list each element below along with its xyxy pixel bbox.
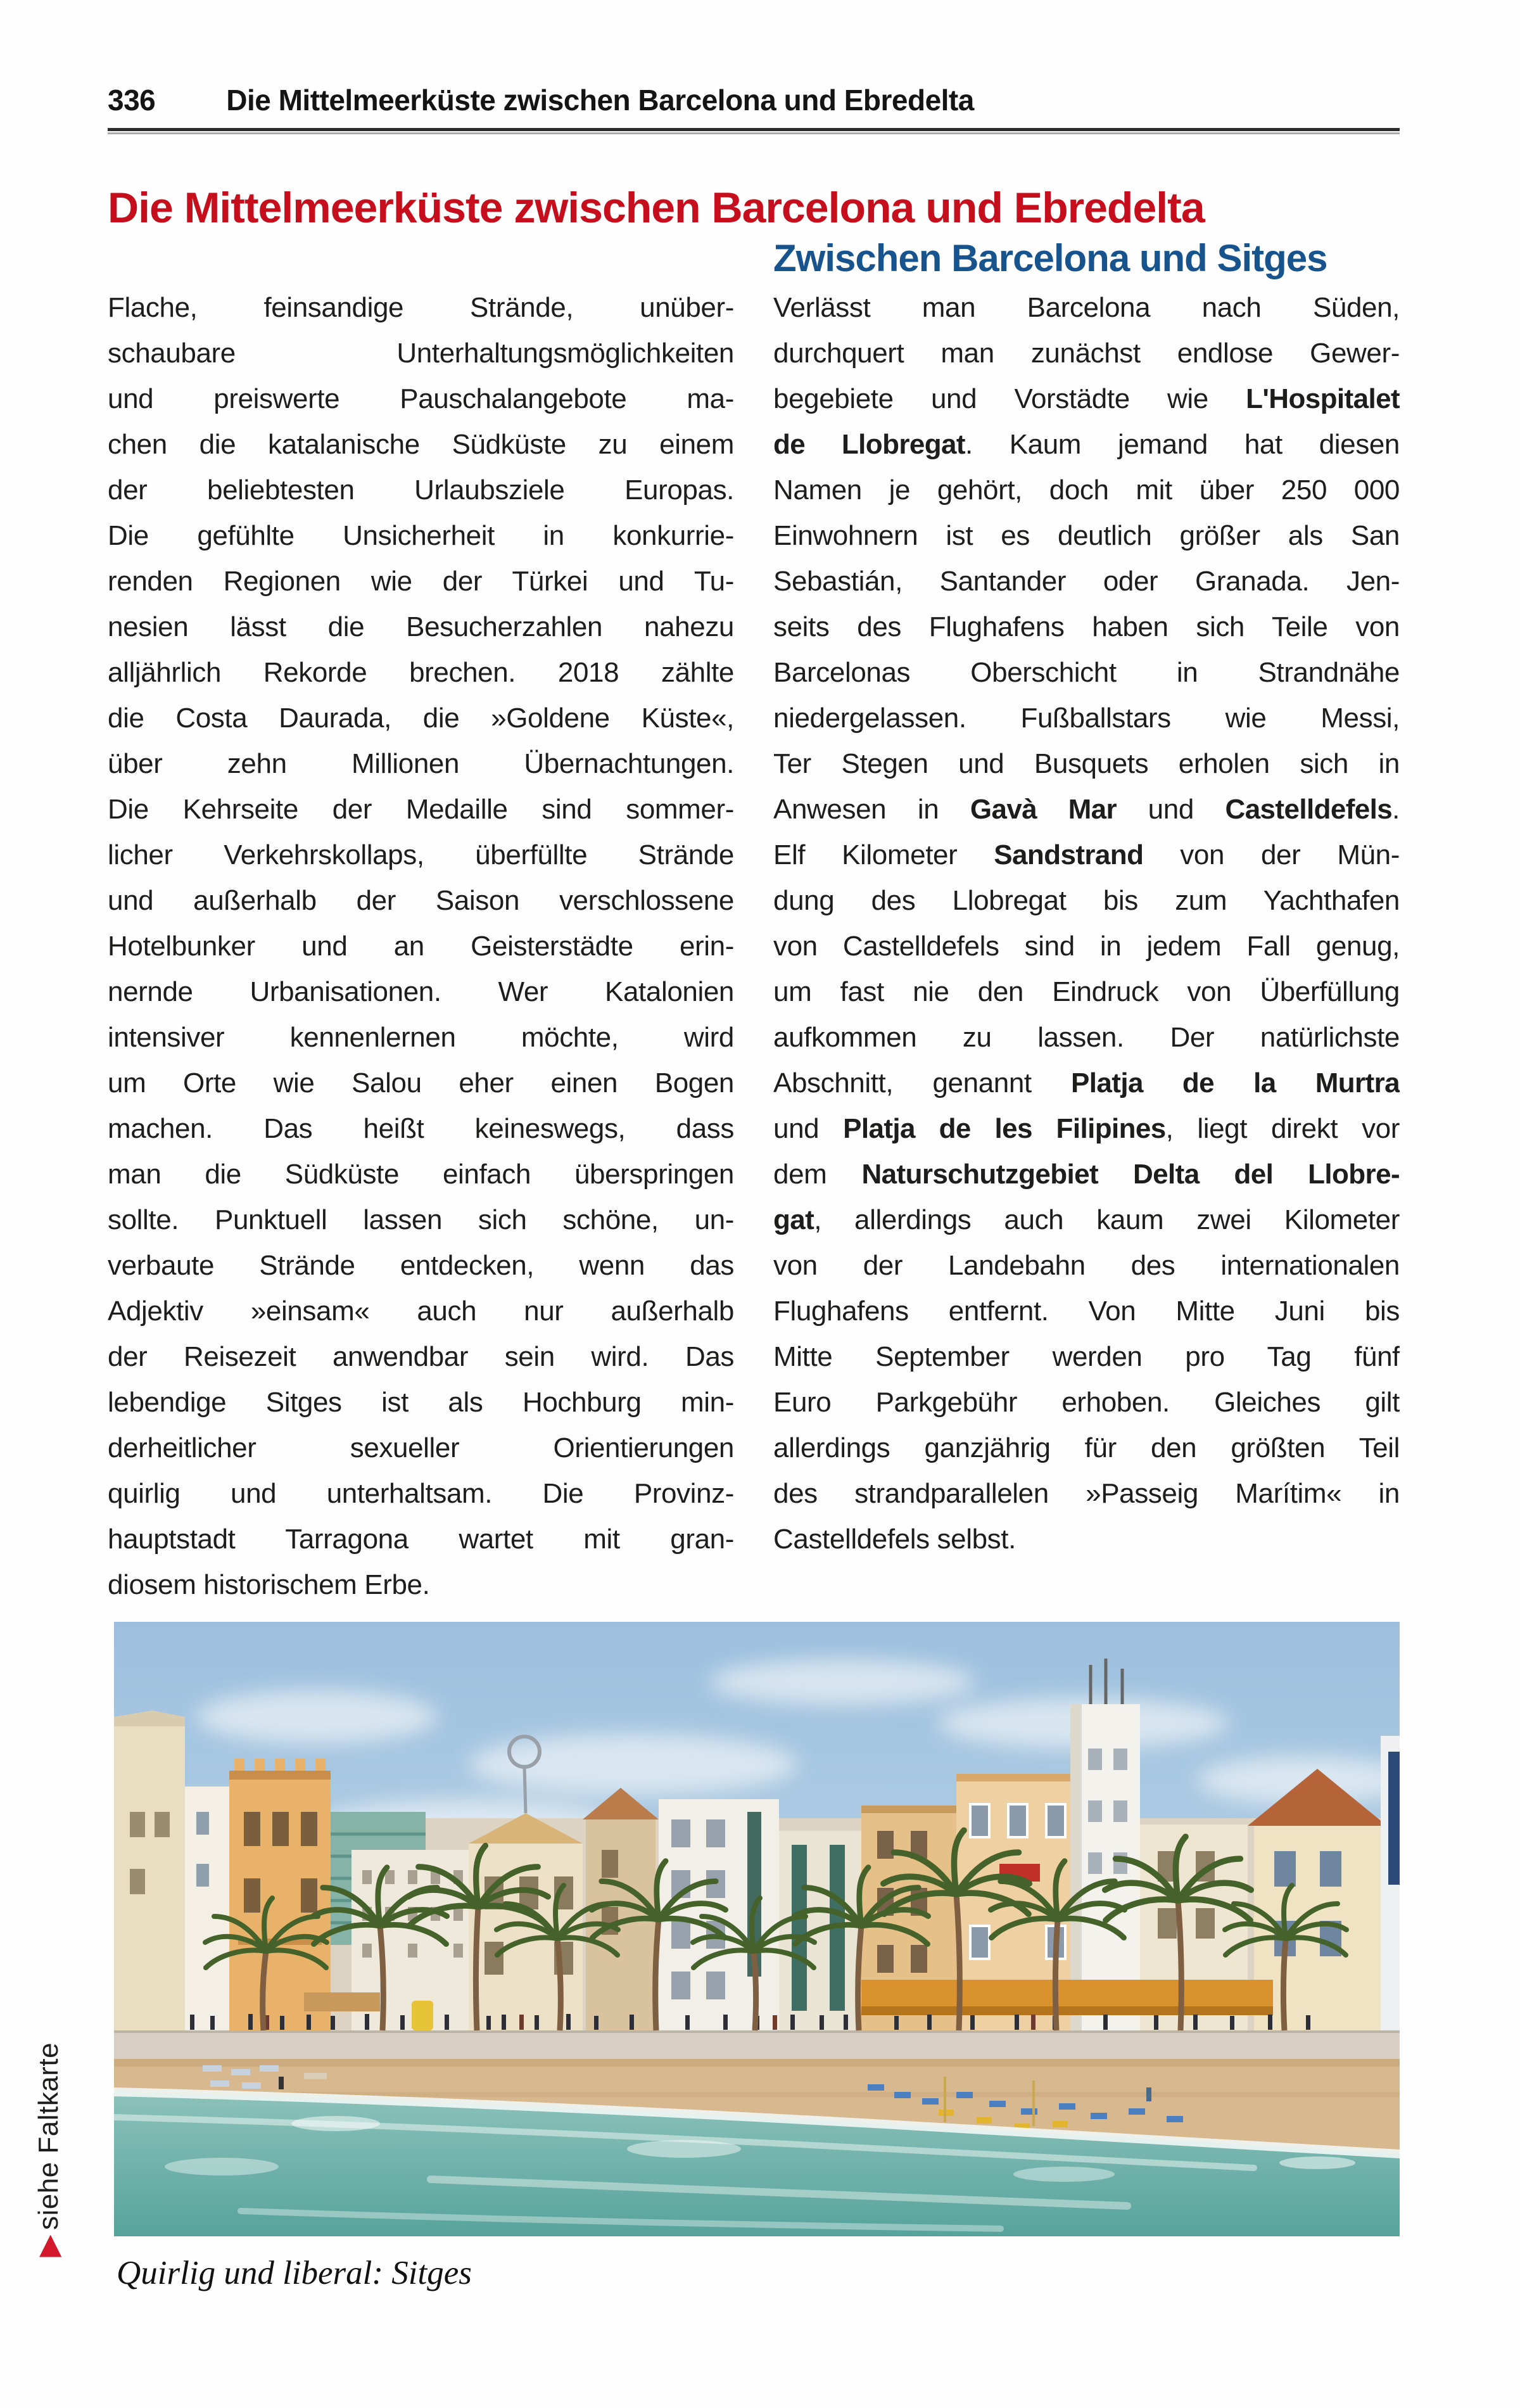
text-line: Adjektiv »einsam« auch nur außerhalb — [108, 1296, 734, 1327]
page-title: Die Mittelmeerküste zwischen Barcelona und Ebredelta — [108, 183, 1205, 232]
text-line: aufkommen zu lassen. Der natürlichste — [773, 1022, 1400, 1053]
text-line: verbaute Strände entdecken, wenn das — [108, 1250, 734, 1281]
text-line: lebendige Sitges ist als Hochburg min- — [108, 1387, 734, 1418]
text-line: Namen je gehört, doch mit über 250 000 — [773, 475, 1400, 506]
header-rule — [108, 128, 1400, 131]
text-line: begebiete und Vorstädte wie L'Hospitalet — [773, 383, 1400, 414]
text-line: Die gefühlte Unsicherheit in konkurrie- — [108, 520, 734, 551]
text-line: Sebastián, Santander oder Granada. Jen- — [773, 566, 1400, 597]
text-line: alljährlich Rekorde brechen. 2018 zählte — [108, 657, 734, 688]
running-head-title: Die Mittelmeerküste zwischen Barcelona und Ebredelta — [226, 84, 974, 117]
text-line: dem Naturschutzgebiet Delta del Llobre- — [773, 1159, 1400, 1190]
text-line: Flughafens entfernt. Von Mitte Juni bis — [773, 1296, 1400, 1327]
text-line: nernde Urbanisationen. Wer Katalonien — [108, 976, 734, 1007]
text-line: Elf Kilometer Sandstrand von der Mün- — [773, 839, 1400, 870]
text-line: allerdings ganzjährig für den größten Teil — [773, 1432, 1400, 1463]
text-line: Barcelonas Oberschicht in Strandnähe — [773, 657, 1400, 688]
text-line: von Castelldefels sind in jedem Fall genug, — [773, 931, 1400, 962]
text-line: seits des Flughafens haben sich Teile von — [773, 611, 1400, 642]
text-line: Verlässt man Barcelona nach Süden, — [773, 292, 1400, 323]
text-line: von der Landebahn des internationalen — [773, 1250, 1400, 1281]
text-line: und Platja de les Filipines, liegt direkt vor — [773, 1113, 1400, 1144]
person-on-sand — [279, 2077, 284, 2089]
text-line: Ter Stegen und Busquets erholen sich in — [773, 748, 1400, 779]
text-line: Euro Parkgebühr erhoben. Gleiches gilt — [773, 1387, 1400, 1418]
text-line: des strandparallelen »Passeig Marítim« in — [773, 1478, 1400, 1509]
text-line: chen die katalanische Südküste zu einem — [108, 429, 734, 460]
text-line: um fast nie den Eindruck von Überfüllung — [773, 976, 1400, 1007]
text-line: der beliebtesten Urlaubsziele Europas. — [108, 475, 734, 506]
right-column — [773, 232, 1400, 1608]
promenade — [114, 2030, 1400, 2059]
person-on-sand-2 — [1146, 2087, 1151, 2101]
sitges-photo-illustration — [114, 1622, 1400, 2236]
text-line: renden Regionen wie der Türkei und Tu- — [108, 566, 734, 597]
left-column — [108, 232, 734, 1608]
text-line: Castelldefels selbst. — [773, 1524, 1016, 1555]
text-line: niedergelassen. Fußballstars wie Messi, — [773, 703, 1400, 734]
sidebar-map-reference: siehe Faltkarte — [33, 2042, 64, 2230]
text-line: durchquert man zunächst endlose Gewer- — [773, 338, 1400, 369]
text-line: quirlig und unterhaltsam. Die Provinz- — [108, 1478, 734, 1509]
text-line: Flache, feinsandige Strände, unüber- — [108, 292, 734, 323]
text-line: Anwesen in Gavà Mar und Castelldefels. — [773, 794, 1400, 825]
text-line: sollte. Punktuell lassen sich schöne, un- — [108, 1204, 734, 1235]
text-line: über zehn Millionen Übernachtungen. — [108, 748, 734, 779]
text-line: und außerhalb der Saison verschlossene — [108, 885, 734, 916]
text-line: dung des Llobregat bis zum Yachthafen — [773, 885, 1400, 916]
text-line: Einwohnern ist es deutlich größer als San — [773, 520, 1400, 551]
text-line: man die Südküste einfach überspringen — [108, 1159, 734, 1190]
right-column-text — [773, 285, 1400, 1562]
text-line: Hotelbunker und an Geisterstädte erin- — [108, 931, 734, 962]
text-line: derheitlicher sexueller Orientierungen — [108, 1432, 734, 1463]
text-line: um Orte wie Salou eher einen Bogen — [108, 1067, 734, 1099]
section-heading: Zwischen Barcelona und Sitges — [773, 237, 1327, 279]
text-line: der Reisezeit anwendbar sein wird. Das — [108, 1341, 734, 1372]
text-line: Die Kehrseite der Medaille sind sommer- — [108, 794, 734, 825]
running-head — [108, 81, 1400, 119]
photo-caption: Quirlig und liberal: Sitges — [117, 2255, 472, 2291]
text-columns — [108, 232, 1400, 1608]
yellow-kiosk — [412, 2001, 433, 2030]
promenade-railing — [114, 2030, 1400, 2033]
text-line: schaubare Unterhaltungsmöglichkeiten — [108, 338, 734, 369]
text-line: Mitte September werden pro Tag fünf — [773, 1341, 1400, 1372]
page-number: 336 — [108, 84, 156, 117]
text-line: und preiswerte Pauschalangebote ma- — [108, 383, 734, 414]
text-line: diosem historischem Erbe. — [108, 1569, 430, 1600]
header-rule-shadow — [108, 132, 1400, 134]
text-line: nesien lässt die Besucherzahlen nahezu — [108, 611, 734, 642]
sitges-photo — [114, 1622, 1400, 2236]
text-line: Abschnitt, genannt Platja de la Murtra — [773, 1067, 1400, 1099]
text-line: die Costa Daurada, die »Goldene Küste«, — [108, 703, 734, 734]
text-line: hauptstadt Tarragona wartet mit gran- — [108, 1524, 734, 1555]
text-line: gat, allerdings auch kaum zwei Kilometer — [773, 1204, 1400, 1235]
text-line: licher Verkehrskollaps, überfüllte Strände — [108, 839, 734, 870]
text-line: de Llobregat. Kaum jemand hat diesen — [773, 429, 1400, 460]
text-line: machen. Das heißt keineswegs, dass — [108, 1113, 734, 1144]
triangle-marker-icon: ▲ — [39, 2226, 62, 2260]
text-line: intensiver kennenlernen möchte, wird — [108, 1022, 734, 1053]
